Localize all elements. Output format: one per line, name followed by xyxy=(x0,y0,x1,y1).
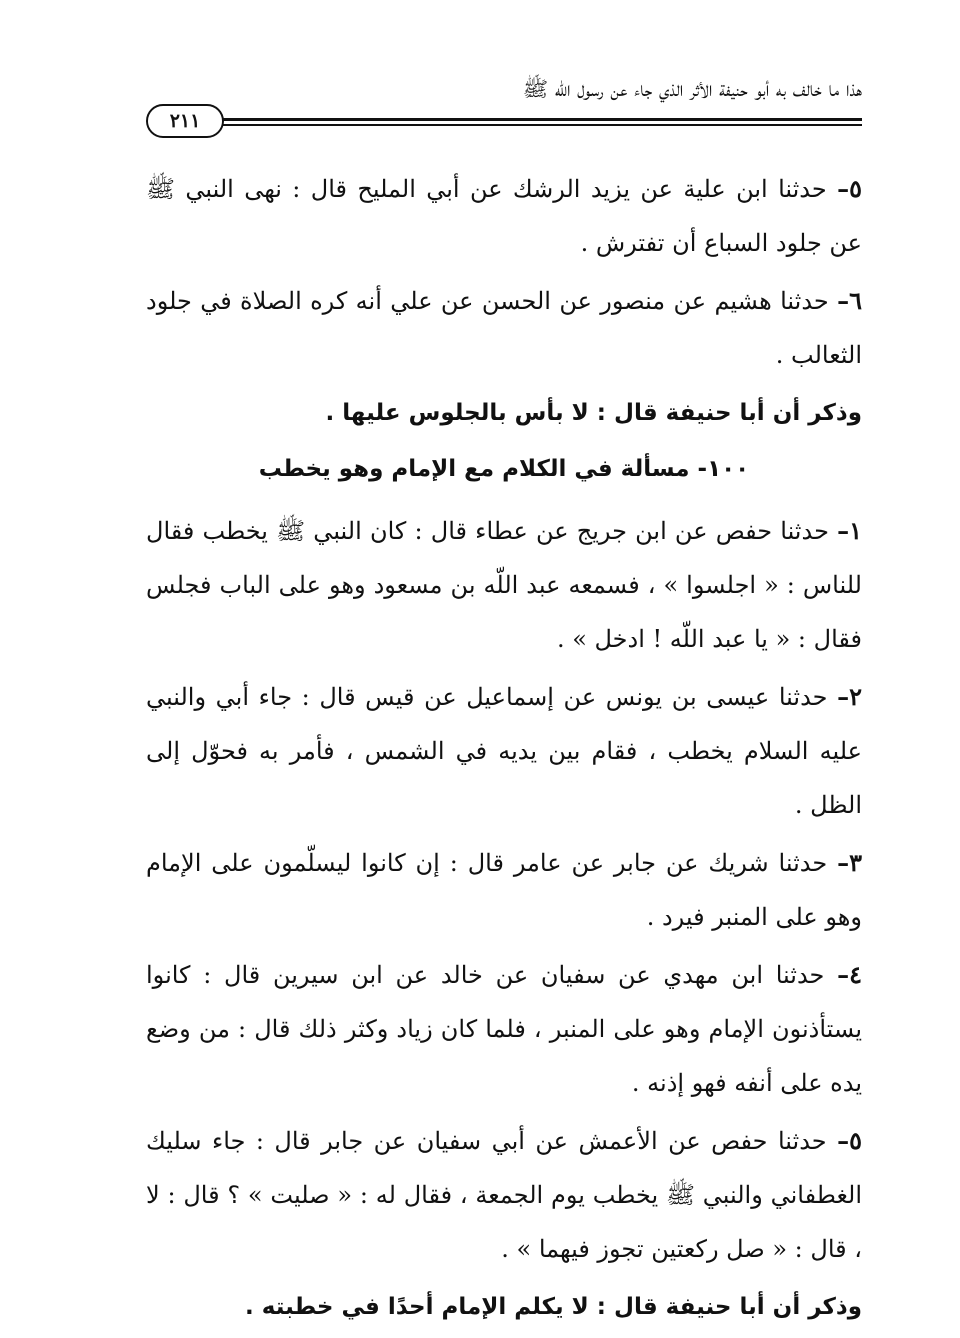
hadith-text: حدثنا حفص عن ابن جريج عن عطاء قال : كان النبي ﷺ يخطب فقال للناس : « اجلسوا » ، فسمعه عبد اللّه بن مسعود وهو على الباب فجلس فقال : « يا عبد اللّه ! ادخل » . xyxy=(146,517,862,653)
header-rule-thick xyxy=(148,118,862,121)
hadith-text: حدثنا شريك عن جابر عن عامر قال : إن كانوا ليسلّمون على الإمام وهو على المنبر فيرد . xyxy=(146,849,862,931)
section-heading: ١٠٠- مسألة في الكلام مع الإمام وهو يخطب xyxy=(258,456,750,482)
hadith-number: ١– xyxy=(837,516,862,545)
hadith-paragraph xyxy=(146,162,862,270)
hadith-paragraph xyxy=(146,948,862,1110)
header-rule-thin xyxy=(148,124,862,126)
hadith-paragraph xyxy=(146,670,862,832)
hadith-text: حدثنا هشيم عن منصور عن الحسن عن علي أنه كره الصلاة في جلود الثعالب . xyxy=(146,287,862,369)
hadith-number: ٥– xyxy=(837,1126,862,1155)
hadith-text: حدثنا حفص عن الأعمش عن أبي سفيان عن جابر قال : جاء سليك الغطفاني والنبي ﷺ يخطب يوم الجمعة ، فقال له : « صليت » ؟ قال : لا ، قال : « صل ركعتين تجوز فيهما » . xyxy=(146,1127,862,1263)
abu-hanifa-note: وذكر أن أبا حنيفة قال : لا يكلم الإمام أحدًا في خطبته . xyxy=(245,1294,862,1320)
hadith-text: حدثنا ابن علية عن يزيد الرشك عن أبي المليح قال : نهى النبي ﷺ عن جلود السباع أن تفترش . xyxy=(146,175,862,257)
hadith-paragraph xyxy=(146,836,862,944)
hadith-number: ٥– xyxy=(837,174,862,203)
page-number: ٢١١ xyxy=(146,104,224,138)
header-rule xyxy=(148,118,862,130)
hadith-text: حدثنا ابن مهدي عن سفيان عن خالد عن ابن سيرين قال : كانوا يستأذنون الإمام وهو على المنبر ، فلما كان زياد وكثر ذلك قال : من وضع يده على أنفه فهو إذنه . xyxy=(146,961,862,1097)
abu-hanifa-note: وذكر أن أبا حنيفة قال : لا بأس بالجلوس عليها . xyxy=(325,400,862,426)
hadith-text: حدثنا عيسى بن يونس عن إسماعيل عن قيس قال : جاء أبي والنبي عليه السلام يخطب ، فقام بين يديه في الشمس ، فأمر به فحوّل إلى الظل . xyxy=(146,683,862,819)
hadith-paragraph xyxy=(146,1114,862,1276)
hadith-paragraph xyxy=(146,504,862,666)
hadith-number: ٣– xyxy=(837,848,862,877)
hadith-number: ٤– xyxy=(837,960,862,989)
running-header-title: هذا ما خالف به أبو حنيفة الأثر الذي جاء عن رسول اللّه ﷺ xyxy=(522,77,862,101)
hadith-number: ٢– xyxy=(837,682,862,711)
hadith-paragraph xyxy=(146,274,862,382)
page-body xyxy=(146,162,862,1338)
hadith-number: ٦– xyxy=(837,286,863,315)
